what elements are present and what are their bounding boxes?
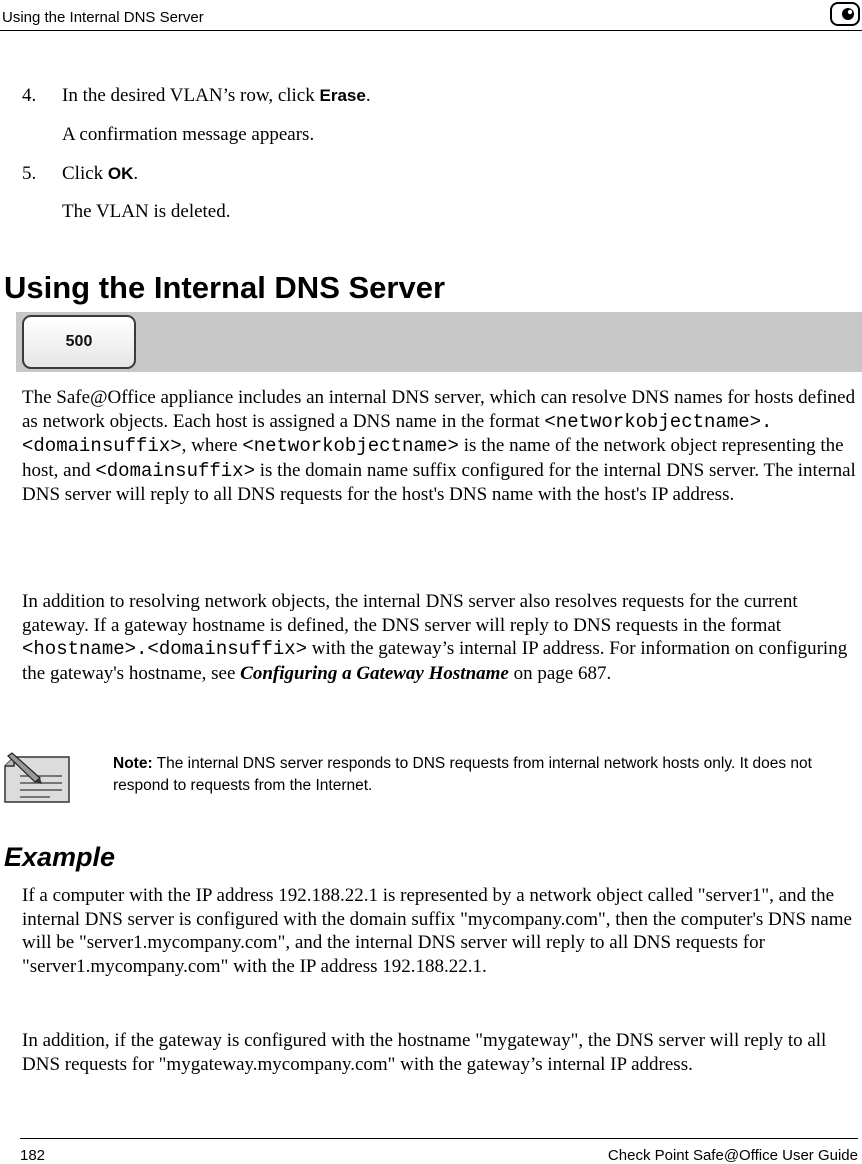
code-hostname-format: <hostname>.<domainsuffix> — [22, 638, 308, 660]
text: In addition to resolving network objects, the internal DNS server also resolves requests for the current gateway. If a gateway hostname is defined, the DNS server will reply to DNS requests in the format — [22, 591, 798, 636]
code-networkobjectname: <networkobjectname> — [242, 435, 459, 457]
example-paragraph-1: If a computer with the IP address 192.188.22.1 is represented by a network object called "server1", and the internal DNS server is configured with the domain suffix "mycompany.com", then the computer's DNS name will be "server1.mycompany.com", and the internal DNS server will reply to all DNS requests for "server1.mycompany.com" with the IP address 192.188.22.1. — [22, 885, 852, 977]
text: with the gateway’s internal IP address. For information on configuring the gateway's hostname, see — [22, 638, 848, 684]
ok-label: OK — [107, 164, 134, 183]
text: is the domain name suffix configured for the internal DNS server. The internal DNS server will reply to all DNS requests for the host's DNS name with the host's IP address. — [22, 459, 856, 505]
note-label: Note: — [113, 755, 153, 772]
device-icon — [830, 2, 860, 26]
step-5 — [22, 162, 138, 186]
step-5-result: The VLAN is deleted. — [62, 201, 231, 222]
header-title: Using the Internal DNS Server — [2, 9, 204, 26]
dns-description-paragraph — [22, 386, 858, 507]
text: , where — [181, 435, 243, 456]
step-number: 5. — [22, 163, 37, 184]
code-format: <networkobjectname>.<domainsuffix> — [22, 410, 773, 457]
step-text-end: . — [365, 85, 371, 106]
note-text: The internal DNS server responds to DNS requests from internal network hosts only. It does not respond to requests from the Internet. — [113, 755, 812, 794]
text: on page 687. — [508, 662, 612, 684]
erase-label: Erase — [319, 86, 366, 105]
step-number: 4. — [22, 85, 37, 106]
page-footer — [20, 1138, 858, 1164]
step-text: Click — [62, 163, 108, 184]
page-number: 182 — [20, 1147, 46, 1164]
example-paragraph-2: In addition, if the gateway is configured with the hostname "mygateway", the DNS server will reply to all DNS requests for "mygateway.mycompany.com" with the gateway’s internal IP address. — [22, 1030, 827, 1075]
note-block — [113, 753, 853, 797]
section-title: Using the Internal DNS Server — [4, 270, 446, 305]
model-band — [16, 312, 862, 372]
code-domainsuffix: <domainsuffix> — [95, 459, 255, 482]
step-text-end: . — [133, 163, 139, 184]
text: The Safe@Office appliance includes an internal DNS server, which can resolve DNS names for hosts defined as network objects. Each host is assigned a DNS name in the format — [22, 387, 856, 432]
example-heading: Example — [4, 842, 116, 872]
model-500-badge: 500 — [22, 315, 136, 369]
step-text: In the desired VLAN’s row, click — [62, 85, 320, 106]
note-icon — [2, 752, 72, 804]
text: is the name of the network object representing the host, and — [22, 435, 844, 481]
page-header — [0, 0, 862, 31]
gateway-paragraph — [22, 590, 858, 685]
configuring-gateway-hostname-link[interactable]: Configuring a Gateway Hostname — [240, 662, 509, 684]
step-4-result: A confirmation message appears. — [62, 124, 315, 145]
step-4 — [22, 84, 371, 108]
guide-title: Check Point Safe@Office User Guide — [607, 1147, 858, 1164]
